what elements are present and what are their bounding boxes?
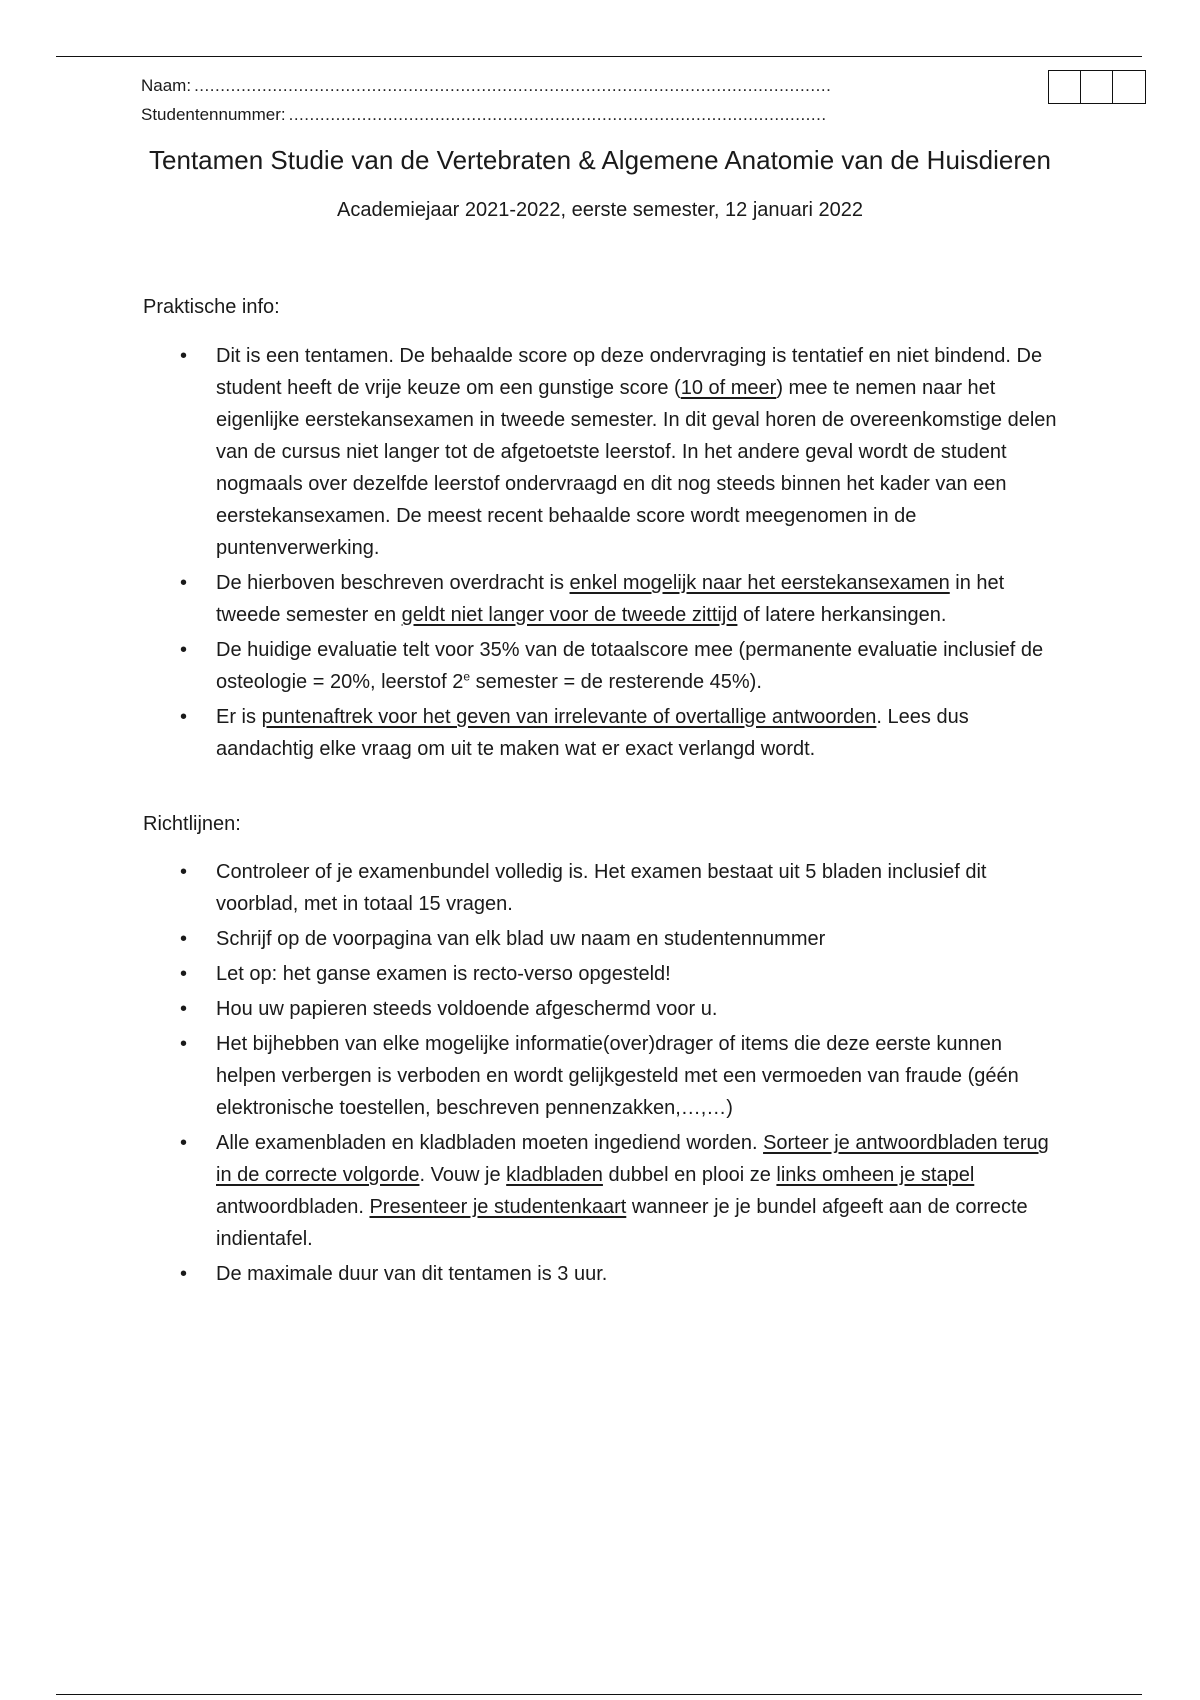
- underlined-text: kladbladen: [506, 1164, 603, 1186]
- list-item-text: ) mee te nemen naar het eigenlijke eerstekansexamen in tweede semester. In dit geval horen de overeenkomstige delen van de cursus niet langer tot de afgetoetste leerstof. In het andere geval wordt de student nogmaals over dezelfde leerstof ondervraagd en dit nog steeds binnen het kader van een eerstekansexamen. De meest recent behaalde score wordt meegenomen in de puntenverwerking.: [216, 377, 1057, 559]
- list-item-text: Hou uw papieren steeds voldoende afgeschermd voor u.: [216, 998, 718, 1020]
- underlined-text: Presenteer je studentenkaart: [369, 1196, 627, 1218]
- list-item-text: De huidige evaluatie telt voor 35% van de totaalscore mee (permanente evaluatie inclusief de osteologie = 20%, leerstof 2: [216, 639, 1044, 693]
- list-item: [180, 340, 1060, 564]
- student-number-field-row: [141, 100, 827, 129]
- list-item-text: De hierboven beschreven overdracht is: [216, 572, 570, 594]
- list-item-text: of latere herkansingen.: [737, 604, 947, 626]
- list-item-text: Er is: [216, 706, 262, 728]
- document-title: Tentamen Studie van de Vertebraten & Algemene Anatomie van de Huisdieren: [149, 145, 1051, 175]
- list-item-text: . Vouw je: [419, 1164, 507, 1186]
- practical-info-list: [180, 340, 1060, 768]
- bottom-rule: [56, 1694, 1142, 1695]
- list-item-text: dubbel en plooi ze: [602, 1164, 777, 1186]
- underlined-text: geldt niet langer voor de tweede zittijd: [401, 604, 738, 626]
- list-item: [180, 1258, 1060, 1290]
- list-item: [180, 701, 1060, 765]
- list-item-text: Het bijhebben van elke mogelijke informatie(over)drager of items die deze eerste kunnen helpen verbergen is verboden en wordt gelijkgesteld met een vermoeden van fraude (géén elektronische toestellen, beschreven pennenzakken,…,…): [216, 1033, 1019, 1119]
- list-item: [180, 856, 1060, 920]
- name-field-row: [141, 71, 832, 100]
- underlined-text: Sorteer je antwoordbladen terug in de correcte volgorde: [216, 1132, 1049, 1186]
- score-box[interactable]: [1049, 71, 1081, 103]
- list-item-text: . Lees dus aandachtig elke vraag om uit te maken wat er exact verlangd wordt.: [216, 706, 969, 760]
- list-item: [180, 634, 1060, 698]
- list-item: [180, 923, 1060, 955]
- list-item: [180, 1028, 1060, 1124]
- list-item-text: Let op: het ganse examen is recto-verso opgesteld!: [216, 963, 671, 985]
- list-item: [180, 993, 1060, 1025]
- list-item-text: Controleer of je examenbundel volledig is. Het examen bestaat uit 5 bladen inclusief dit voorblad, met in totaal 15 vragen.: [216, 861, 987, 915]
- underlined-text: enkel mogelijk naar het eerstekansexamen: [569, 572, 950, 594]
- list-item-text: De maximale duur van dit tentamen is 3 uur.: [216, 1263, 608, 1285]
- student-number-dotted-line[interactable]: .......................................................................................................: [288, 105, 827, 124]
- list-item: [180, 1127, 1060, 1255]
- underlined-text: puntenaftrek voor het geven van irrelevante of overtallige antwoorden: [261, 706, 877, 728]
- list-item-text: antwoordbladen.: [216, 1196, 370, 1218]
- list-item: [180, 958, 1060, 990]
- score-box[interactable]: [1081, 71, 1113, 103]
- guidelines-heading: Richtlijnen:: [143, 813, 241, 835]
- guidelines-list: [180, 856, 1060, 1293]
- superscript: e: [463, 669, 471, 684]
- top-rule: [56, 56, 1142, 57]
- name-dotted-line[interactable]: ..........................................................................................................................: [194, 76, 832, 95]
- header-fields: [141, 71, 832, 129]
- student-number-label: Studentennummer:: [141, 105, 286, 124]
- list-item-text: in het tweede semester en: [216, 572, 1005, 626]
- list-item-text: Alle examenbladen en kladbladen moeten ingediend worden.: [216, 1132, 764, 1154]
- document-subtitle: Academiejaar 2021-2022, eerste semester, 12 januari 2022: [337, 199, 863, 221]
- score-box[interactable]: [1113, 71, 1145, 103]
- practical-info-heading: Praktische info:: [143, 296, 280, 318]
- list-item-text: semester = de resterende 45%).: [470, 671, 762, 693]
- underlined-text: 10 of meer: [680, 377, 777, 399]
- list-item-text: Dit is een tentamen. De behaalde score op deze ondervraging is tentatief en niet bindend. De student heeft de vrije keuze om een gunstige score (: [216, 345, 1043, 399]
- list-item: [180, 567, 1060, 631]
- name-label: Naam:: [141, 76, 192, 95]
- list-item-text: wanneer je je bundel afgeeft aan de correcte indientafel.: [216, 1196, 1028, 1250]
- list-item-text: Schrijf op de voorpagina van elk blad uw naam en studentennummer: [216, 928, 826, 950]
- underlined-text: links omheen je stapel: [776, 1164, 975, 1186]
- score-boxes: [1048, 70, 1146, 104]
